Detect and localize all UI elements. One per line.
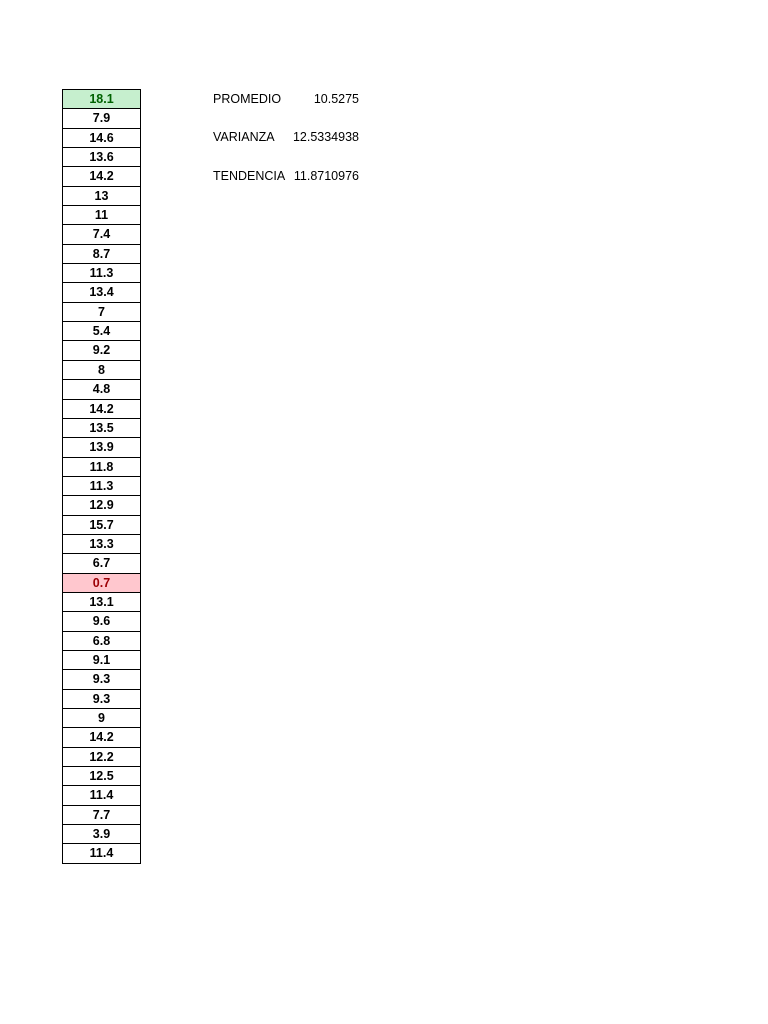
- data-cell[interactable]: 12.5: [63, 767, 140, 786]
- data-column: [62, 89, 141, 864]
- data-cell[interactable]: 3.9: [63, 825, 140, 844]
- data-cell[interactable]: 13.5: [63, 419, 140, 438]
- data-cell[interactable]: 14.2: [63, 400, 140, 419]
- data-cell[interactable]: 14.2: [63, 167, 140, 186]
- data-cell[interactable]: 13.9: [63, 438, 140, 457]
- data-cell[interactable]: 13: [63, 187, 140, 206]
- stat-varianza-value: 12.5334938: [292, 130, 359, 144]
- data-cell[interactable]: 9.1: [63, 651, 140, 670]
- data-cell[interactable]: 18.1: [63, 90, 140, 109]
- data-cell[interactable]: 9.6: [63, 612, 140, 631]
- data-cell[interactable]: 5.4: [63, 322, 140, 341]
- data-cell[interactable]: 9.3: [63, 670, 140, 689]
- data-cell[interactable]: 9.2: [63, 341, 140, 360]
- data-cell[interactable]: 13.1: [63, 593, 140, 612]
- stat-promedio: [213, 89, 363, 109]
- data-cell[interactable]: 9: [63, 709, 140, 728]
- data-cell[interactable]: 12.2: [63, 748, 140, 767]
- data-cell[interactable]: 4.8: [63, 380, 140, 399]
- stat-varianza-label: VARIANZA: [213, 130, 275, 144]
- data-cell[interactable]: 7.9: [63, 109, 140, 128]
- data-cell[interactable]: 11.4: [63, 844, 140, 863]
- data-cell[interactable]: 13.4: [63, 283, 140, 302]
- data-cell[interactable]: 8: [63, 361, 140, 380]
- data-cell[interactable]: 11.3: [63, 264, 140, 283]
- data-cell[interactable]: 13.6: [63, 148, 140, 167]
- data-cell[interactable]: 7.7: [63, 806, 140, 825]
- data-cell[interactable]: 7.4: [63, 225, 140, 244]
- data-cell[interactable]: 6.8: [63, 632, 140, 651]
- data-cell[interactable]: 14.6: [63, 129, 140, 148]
- data-cell[interactable]: 0.7: [63, 574, 140, 593]
- stat-tendencia-label: TENDENCIA: [213, 169, 286, 183]
- data-cell[interactable]: 11.4: [63, 786, 140, 805]
- stat-tendencia-value: 11.8710976: [293, 169, 359, 183]
- data-cell[interactable]: 7: [63, 303, 140, 322]
- data-cell[interactable]: 9.3: [63, 690, 140, 709]
- data-cell[interactable]: 12.9: [63, 496, 140, 515]
- data-cell[interactable]: 13.3: [63, 535, 140, 554]
- stat-promedio-value: 10.5275: [313, 92, 359, 106]
- data-cell[interactable]: 11.3: [63, 477, 140, 496]
- stat-varianza: [213, 127, 363, 147]
- stat-promedio-label: PROMEDIO: [213, 92, 282, 106]
- data-cell[interactable]: 6.7: [63, 554, 140, 573]
- data-cell[interactable]: 11.8: [63, 458, 140, 477]
- data-cell[interactable]: 15.7: [63, 516, 140, 535]
- data-cell[interactable]: 14.2: [63, 728, 140, 747]
- stat-tendencia: [213, 166, 363, 186]
- data-cell[interactable]: 8.7: [63, 245, 140, 264]
- data-cell[interactable]: 11: [63, 206, 140, 225]
